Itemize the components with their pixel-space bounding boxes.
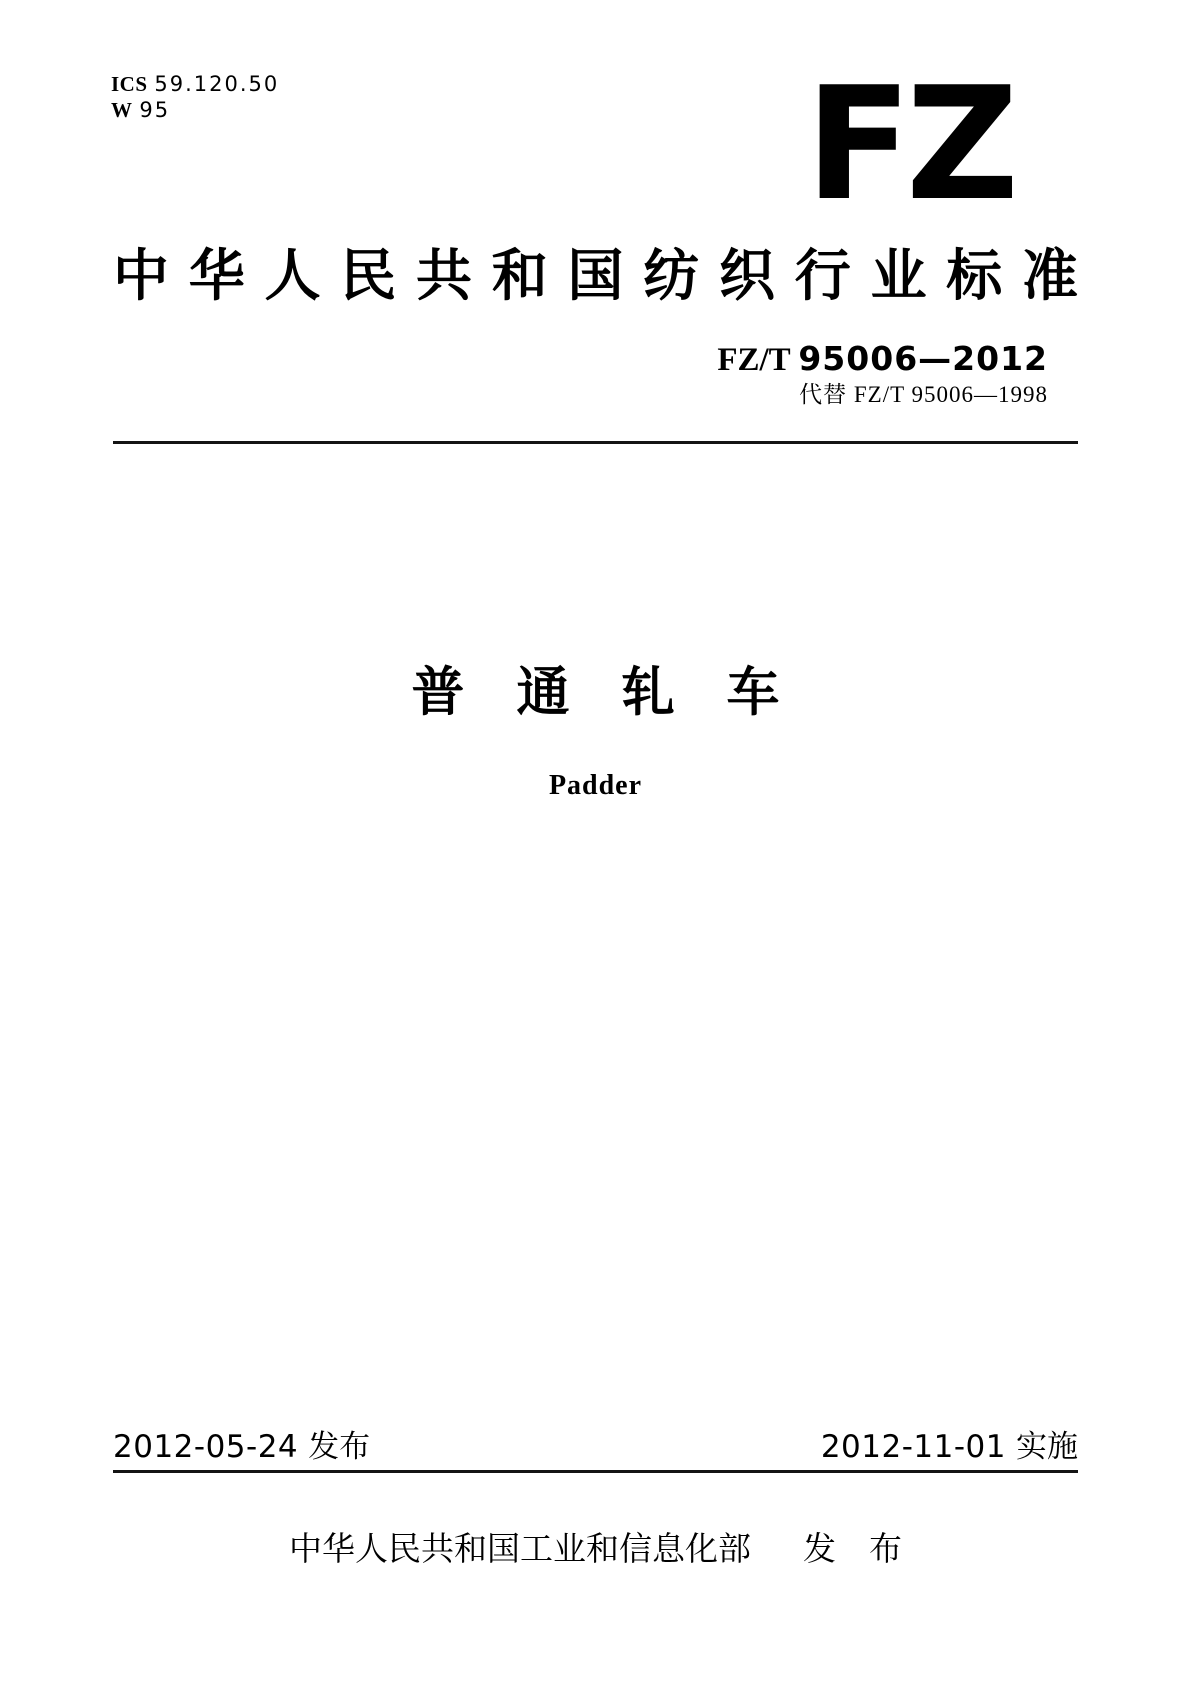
- issue-date-line: [113, 1431, 370, 1463]
- document-title: 普 通 轧 车: [411, 664, 780, 722]
- replaces-note: 代替 FZ/T 95006—1998: [799, 382, 1048, 407]
- issue-label: 发布: [308, 1429, 371, 1464]
- implementation-date: 2012-11-01: [820, 1429, 1006, 1465]
- implementation-date-line: [821, 1431, 1078, 1463]
- standard-code-block: [717, 339, 1048, 407]
- class-label: W: [111, 97, 133, 122]
- class-code: 95: [139, 97, 171, 122]
- dates-row: [113, 1431, 1078, 1463]
- document-class-line: [111, 98, 279, 124]
- standard-code: [717, 339, 1048, 378]
- implementation-label: 实施: [1016, 1429, 1078, 1464]
- footer-rule: [113, 1470, 1078, 1473]
- header-rule: [113, 441, 1078, 444]
- ics-code: 59.120.50: [154, 72, 280, 96]
- publisher-line: [0, 1532, 1191, 1565]
- standard-title: 中 华 人 民 共 和 国 纺 织 行 业 标 准: [113, 244, 1078, 307]
- issue-date: 2012-05-24: [113, 1429, 299, 1465]
- publish-action-label: 发 布: [803, 1530, 902, 1567]
- document-title-english: Padder: [548, 770, 643, 801]
- ics-label: ICS: [111, 72, 148, 96]
- ics-line: [111, 72, 279, 98]
- publisher-name: 中华人民共和国工业和信息化部: [289, 1530, 751, 1567]
- ics-block: [111, 72, 279, 123]
- fz-logo: FZ: [805, 53, 1013, 235]
- standard-code-prefix: FZ/T: [717, 342, 799, 378]
- standard-code-number: 95006—2012: [798, 339, 1048, 378]
